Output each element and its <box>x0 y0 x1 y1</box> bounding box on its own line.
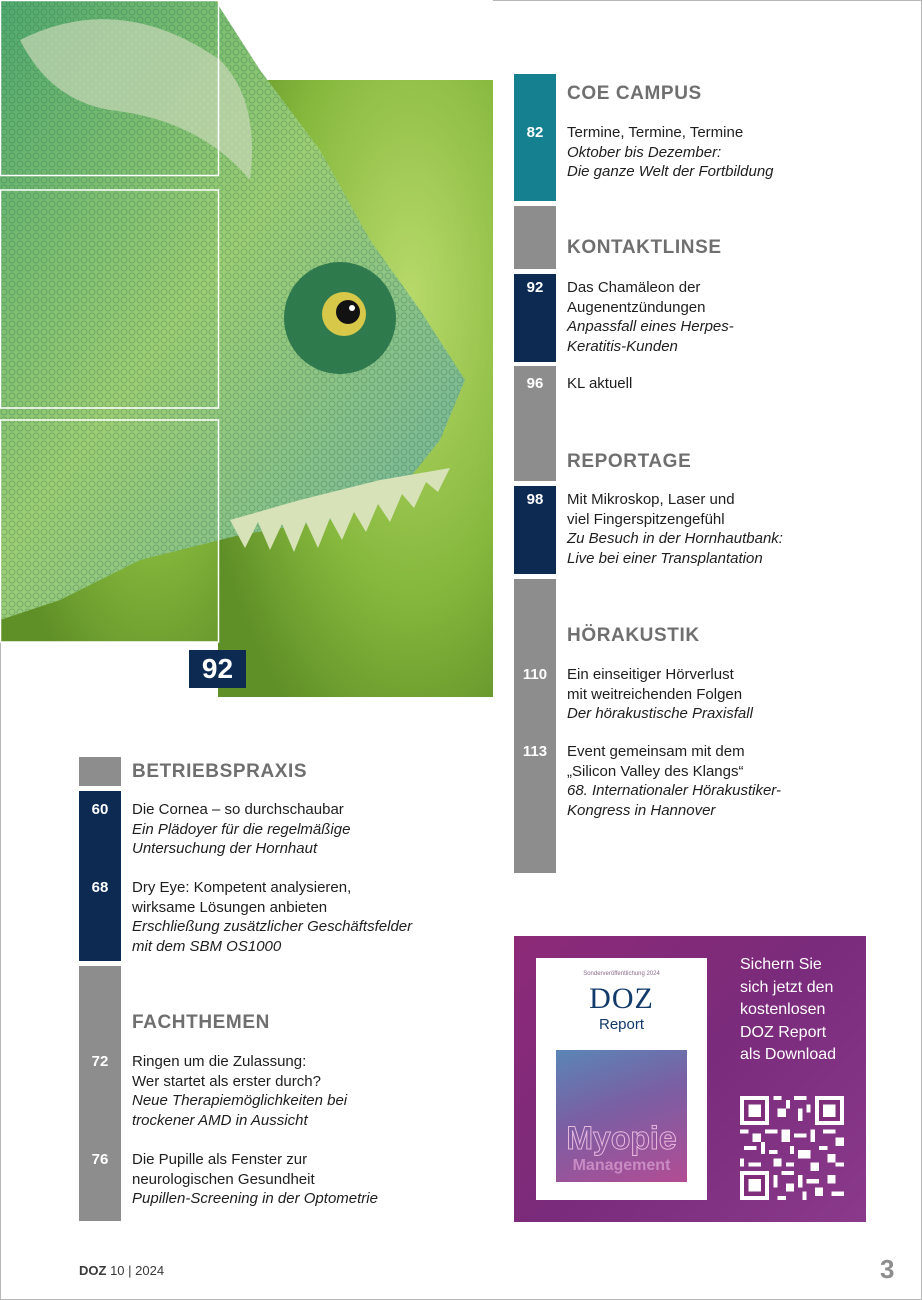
section-title-fachthemen: FACHTHEMEN <box>132 1012 270 1033</box>
section-title-coe-campus: COE CAMPUS <box>567 83 702 104</box>
section-bar-betriebspraxis <box>79 757 121 786</box>
entry-title: KL aktuell <box>567 375 633 392</box>
entry-subtitle: Kongress in Hannover <box>567 801 716 819</box>
entry-title: Termine, Termine, Termine <box>567 124 744 141</box>
section-title-kontaktlinse: KONTAKTLINSE <box>567 237 722 258</box>
toc-entry[interactable] <box>132 878 412 956</box>
entry-title: Wer startet als erster durch? <box>132 1072 321 1090</box>
entry-subtitle: 68. Internationaler Hörakustiker- <box>567 782 781 799</box>
section-title-reportage: REPORTAGE <box>567 451 692 472</box>
entry-subtitle: Live bei einer Transplantation <box>567 549 763 567</box>
page-number: 110 <box>522 666 548 683</box>
section-title-betriebspraxis: BETRIEBSPRAXIS <box>132 761 308 782</box>
entry-title: Event gemeinsam mit dem <box>567 743 745 760</box>
footer-issue-number: 10 | 2024 <box>110 1263 165 1278</box>
toc-entry[interactable] <box>567 374 632 394</box>
page-number: 96 <box>526 375 544 392</box>
entry-subtitle: Keratitis-Kunden <box>567 337 678 355</box>
cover-report-label: Report <box>598 1016 645 1033</box>
toc-entry[interactable] <box>567 490 783 568</box>
entry-title: mit weitreichenden Folgen <box>567 685 743 703</box>
page-number: 72 <box>91 1053 109 1070</box>
cover-title-management: Management <box>572 1157 671 1174</box>
section-bar-hoerakustik <box>514 579 556 873</box>
entry-subtitle: mit dem SBM OS1000 <box>132 937 282 955</box>
toc-entry[interactable] <box>567 278 734 356</box>
page-number: 68 <box>91 879 109 896</box>
entry-subtitle: Untersuchung der Hornhaut <box>132 840 318 857</box>
footer-magazine: DOZ <box>79 1263 107 1278</box>
page-number: 113 <box>522 743 548 760</box>
entry-title: „Silicon Valley des Klangs“ <box>567 762 744 780</box>
entry-title: Ein einseitiger Hörverlust <box>567 666 734 683</box>
entry-title: wirksame Lösungen anbieten <box>132 898 328 916</box>
entry-title: Das Chamäleon der <box>567 279 701 296</box>
chameleon-photo <box>0 0 493 697</box>
entry-subtitle: Pupillen-Screening in der Optometrie <box>132 1190 378 1207</box>
page-number: 76 <box>91 1151 109 1168</box>
toc-entry[interactable] <box>132 1150 378 1209</box>
cover-artwork <box>556 1050 687 1182</box>
toc-entry[interactable] <box>132 800 350 859</box>
report-cover[interactable] <box>536 958 707 1200</box>
section-title-hoerakustik: HÖRAKUSTIK <box>567 625 700 646</box>
entry-title: Augenentzündungen <box>567 298 706 316</box>
entry-subtitle: Zu Besuch in der Hornhautbank: <box>567 530 783 547</box>
cover-logo: DOZ <box>589 982 654 1015</box>
cta-line: als Download <box>740 1046 837 1063</box>
section-bar-kontaktlinse <box>514 206 556 269</box>
doz-report-promo[interactable] <box>514 936 866 1222</box>
page-number: 82 <box>526 124 544 141</box>
entry-title: Mit Mikroskop, Laser und <box>567 491 735 508</box>
cta-line: Sichern Sie <box>740 956 822 973</box>
cover-title-myopie: Myopie <box>566 1120 677 1156</box>
page-number: 92 <box>526 279 544 296</box>
toc-entry[interactable] <box>567 665 753 724</box>
page-marker-badge: 92 <box>189 650 246 688</box>
entry-title: Ringen um die Zulassung: <box>132 1053 307 1070</box>
entry-title: neurologischen Gesundheit <box>132 1170 315 1188</box>
entry-title: Dry Eye: Kompetent analysieren, <box>132 879 352 896</box>
qr-code-icon[interactable] <box>740 1096 844 1200</box>
promo-call-to-action <box>740 954 858 1067</box>
entry-subtitle: Der hörakustische Praxisfall <box>567 705 753 722</box>
toc-entry[interactable] <box>132 1052 347 1130</box>
entry-title: Die Cornea – so durchschaubar <box>132 801 344 818</box>
toc-entry[interactable] <box>567 742 781 820</box>
entry-title: viel Fingerspitzengefühl <box>567 510 725 528</box>
entry-subtitle: trockener AMD in Aussicht <box>132 1111 308 1129</box>
entry-title: Die Pupille als Fenster zur <box>132 1151 308 1168</box>
footer-issue <box>79 1263 164 1278</box>
entry-subtitle: Oktober bis Dezember: <box>567 143 722 161</box>
section-bar-fachthemen <box>79 966 121 1221</box>
page-number: 98 <box>526 491 544 508</box>
cta-line: kostenlosen <box>740 1001 826 1018</box>
entry-subtitle: Ein Plädoyer für die regelmäßige <box>132 820 351 838</box>
page-number: 60 <box>91 801 109 818</box>
entry-subtitle: Die ganze Welt der Fortbildung <box>567 163 774 180</box>
cta-line: DOZ Report <box>740 1023 827 1041</box>
cover-kicker: Sonderveröffentlichung 2024 <box>583 971 660 977</box>
entry-subtitle: Anpassfall eines Herpes- <box>567 318 734 335</box>
page-number-footer: 3 <box>880 1254 895 1284</box>
cta-line: sich jetzt den <box>740 978 834 996</box>
toc-entry[interactable] <box>567 123 774 182</box>
entry-subtitle: Neue Therapiemöglichkeiten bei <box>132 1092 348 1109</box>
entry-subtitle: Erschließung zusätzlicher Geschäftsfelder <box>132 918 413 935</box>
